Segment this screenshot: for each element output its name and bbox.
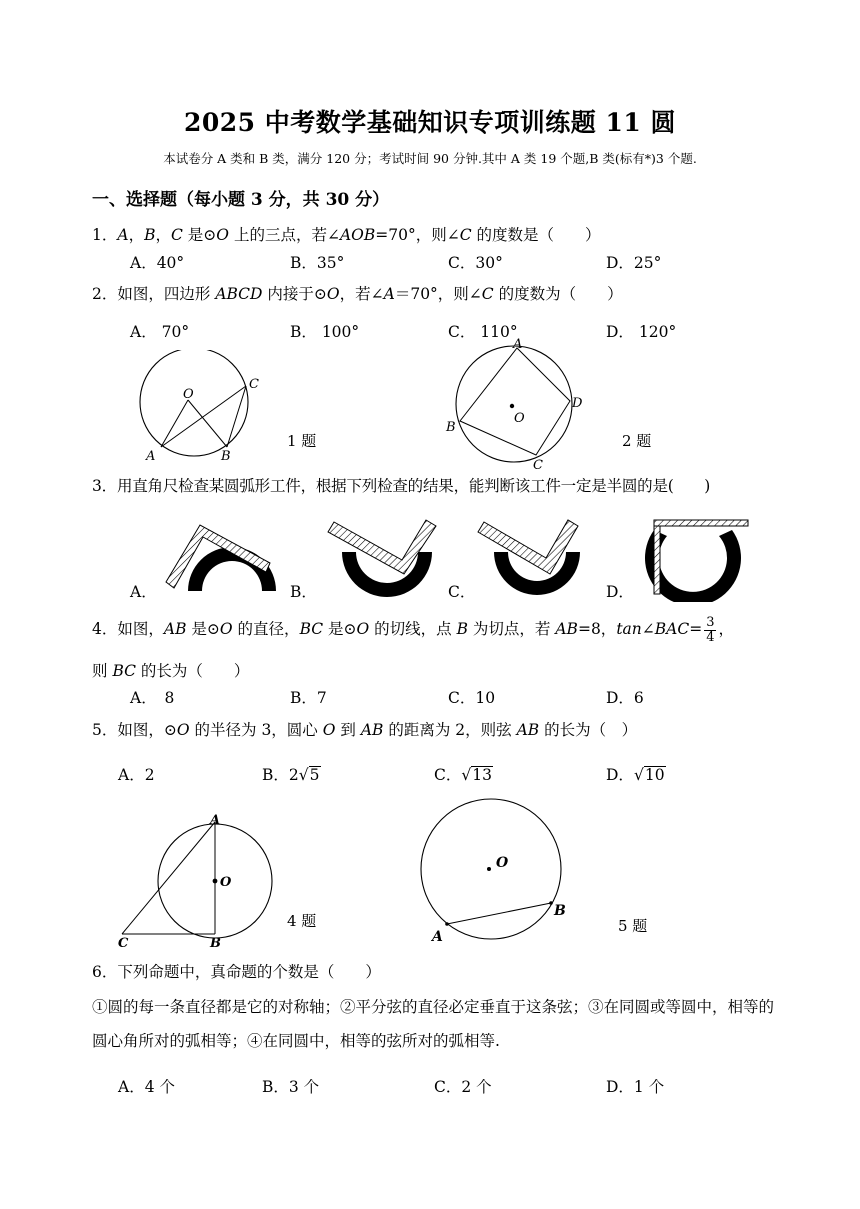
fig1-label-a: A [146,449,156,464]
figure-1-circle [135,350,275,465]
fig2-label-o: O [514,411,525,426]
question-1: 1．A，B，C 是⊙O 上的三点，若∠AOB=70°，则∠C 的度数是（ ） [92,226,601,244]
q2-option-d: D． 120° [606,323,677,341]
exam-instructions: 本试卷分 A 类和 B 类，满分 120 分；考试时间 90 分钟.其中 A 类 19 个题,B 类(标有*)3 个题. [163,151,697,166]
q3-figure-a-square-on-arc [160,515,280,595]
fig2-label-d: D [572,396,583,411]
question-6-statements: ①圆的每一条直径都是它的对称轴；②平分弦的直径必定垂直于这条弦；③在同圆或等圆中，相等的圆心角所对的弧相等；④在同圆中，相等的弦所对的弧相等. [92,998,775,1050]
q5-option-b: B．2√5 [262,766,320,784]
question-6: 6．下列命题中，真命题的个数是（ ） [92,963,381,981]
tan-fraction: $\frac{3}{4}$ [706,614,715,645]
q5-option-d: D．√10 [606,766,665,784]
q2-option-a: A． 70° [130,323,190,341]
fig4-label-o: O [220,875,232,890]
fig1-label-c: C [249,377,259,392]
fig1-label-o: O [183,387,194,402]
q6-option-d: D．1 个 [606,1078,665,1096]
question-2: 2．如图，四边形 ABCD 内接于⊙O，若∠A＝70°，则∠C 的度数为（ ） [92,285,623,303]
q3-option-d: D． [606,583,634,601]
q2-option-c: C． 110° [448,323,518,341]
question-3: 3．用直角尺检查某圆弧形工件，根据下列检查的结果，能判断该工件一定是半圆的是( ) [92,477,711,495]
figure-2-caption: 2 题 [622,432,652,450]
q4-option-b: B．7 [290,689,327,707]
q4-option-c: C．10 [448,689,496,707]
section-heading-choice: 一、选择题（每小题 3 分，共 30 分） [92,190,390,210]
q5-option-c: C．√13 [434,766,492,784]
q1-option-c: C．30° [448,254,503,272]
fig2-label-a: A [513,337,523,352]
fig4-label-b: B [210,936,221,951]
q3-option-c: C． [448,583,476,601]
question-5: 5．如图，⊙O 的半径为 3，圆心 O 到 AB 的距离为 2，则弦 AB 的长为（ ） [92,721,638,739]
fig4-label-a: A [210,813,221,828]
q3-figure-c-square-on-arc [472,512,592,602]
q1-option-b: B．35° [290,254,345,272]
q2-option-b: B． 100° [290,323,360,341]
q3-option-a: A． [130,583,157,601]
figure-2-circle [440,336,600,474]
question-4-line-2: 则 BC 的长为（ ） [92,662,250,680]
q6-option-b: B．3 个 [262,1078,320,1096]
figure-5-circle-chord [412,795,582,950]
q3-figure-d-square-on-circle [636,512,756,602]
figure-4-circle-tangent [112,810,282,952]
q3-figure-b-square-on-arc [322,512,442,602]
q1-option-a: A．40° [130,254,185,272]
figure-4-caption: 4 题 [287,912,317,930]
fig4-label-c: C [118,936,129,951]
figure-5-caption: 5 题 [618,917,648,935]
fig5-label-a: A [432,929,443,945]
fig2-label-b: B [446,420,456,435]
fig2-label-c: C [533,458,543,473]
q5-option-a: A．2 [118,766,155,784]
q1-option-d: D．25° [606,254,662,272]
q4-option-d: D．6 [606,689,644,707]
q3-option-b: B． [290,583,317,601]
figure-1-caption: 1 题 [287,432,317,450]
q4-option-a: A． 8 [130,689,175,707]
fig1-label-b: B [221,449,231,464]
fig5-label-b: B [554,903,566,919]
question-4: 4．如图，AB 是⊙O 的直径，BC 是⊙O 的切线，点 B 为切点，若 AB=8，tan∠BAC= $\frac{3}{4}$ ， [92,614,734,645]
q6-option-c: C．2 个 [434,1078,492,1096]
page-title: 2025 中考数学基础知识专项训练题 11 圆 [184,108,676,137]
fig5-label-o: O [496,855,509,871]
q6-option-a: A．4 个 [118,1078,175,1096]
